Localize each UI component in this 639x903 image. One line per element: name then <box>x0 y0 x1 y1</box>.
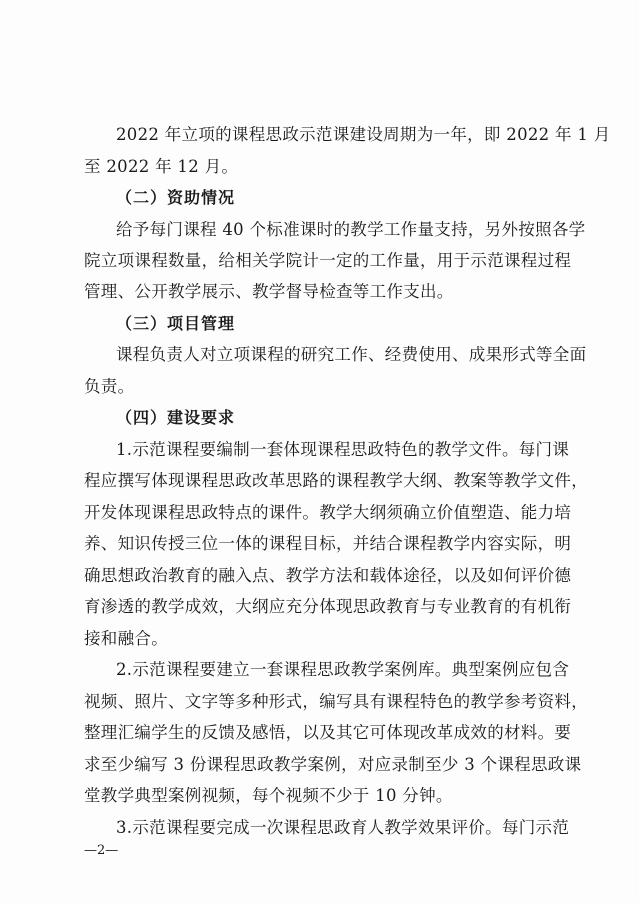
section-heading-funding: （二）资助情况 <box>116 188 236 207</box>
paragraph-line: 求至少编写 3 份课程思政教学案例，对应录制至少 3 个课程思政课 <box>84 755 582 774</box>
paragraph-line: 2022 年立项的课程思政示范课建设周期为一年，即 2022 年 1 月 <box>116 125 611 144</box>
paragraph-line: 至 2022 年 12 月。 <box>84 157 239 176</box>
paragraph-line: 负责。 <box>84 377 135 396</box>
section-heading-management: （三）项目管理 <box>116 314 236 333</box>
paragraph-line: 确思想政治教育的融入点、教学方法和载体途径，以及如何评价德 <box>84 566 572 585</box>
paragraph-line: 程应撰写体现课程思政改革思路的课程教学大纲、教案等教学文件， <box>84 471 588 490</box>
paragraph-line: 院立项课程数量，给相关学院计一定的工作量，用于示范课程过程 <box>84 251 572 270</box>
paragraph-line: 堂教学典型案例视频，每个视频不少于 10 分钟。 <box>84 786 453 805</box>
paragraph-line: 养、知识传授三位一体的课程目标，并结合课程教学内容实际，明 <box>84 534 572 553</box>
paragraph-line: 整理汇编学生的反馈及感悟，以及其它可体现改革成效的材料。要 <box>84 723 572 742</box>
paragraph-line: 课程负责人对立项课程的研究工作、经费使用、成果形式等全面 <box>116 345 587 364</box>
paragraph-line: 3.示范课程要完成一次课程思政育人教学效果评价。每门示范 <box>116 818 570 837</box>
paragraph-line: 2.示范课程要建立一套课程思政教学案例库。典型案例应包含 <box>116 660 570 679</box>
section-heading-requirements: （四）建设要求 <box>116 408 236 427</box>
paragraph-line: 1.示范课程要编制一套体现课程思政特色的教学文件。每门课 <box>116 440 570 459</box>
paragraph-line: 视频、照片、文字等多种形式，编写具有课程特色的教学参考资料， <box>84 692 588 711</box>
paragraph-line: 开发体现课程思政特点的课件。教学大纲须确立价值塑造、能力培 <box>84 503 572 522</box>
paragraph-line: 接和融合。 <box>84 629 168 648</box>
paragraph-line: 管理、公开教学展示、教学督导检查等工作支出。 <box>84 282 454 301</box>
paragraph-line: 给予每门课程 40 个标准课时的教学工作量支持，另外按照各学 <box>116 220 586 239</box>
paragraph-line: 育渗透的教学成效，大纲应充分体现思政教育与专业教育的有机衔 <box>84 597 572 616</box>
page-number: —2— <box>84 843 119 858</box>
